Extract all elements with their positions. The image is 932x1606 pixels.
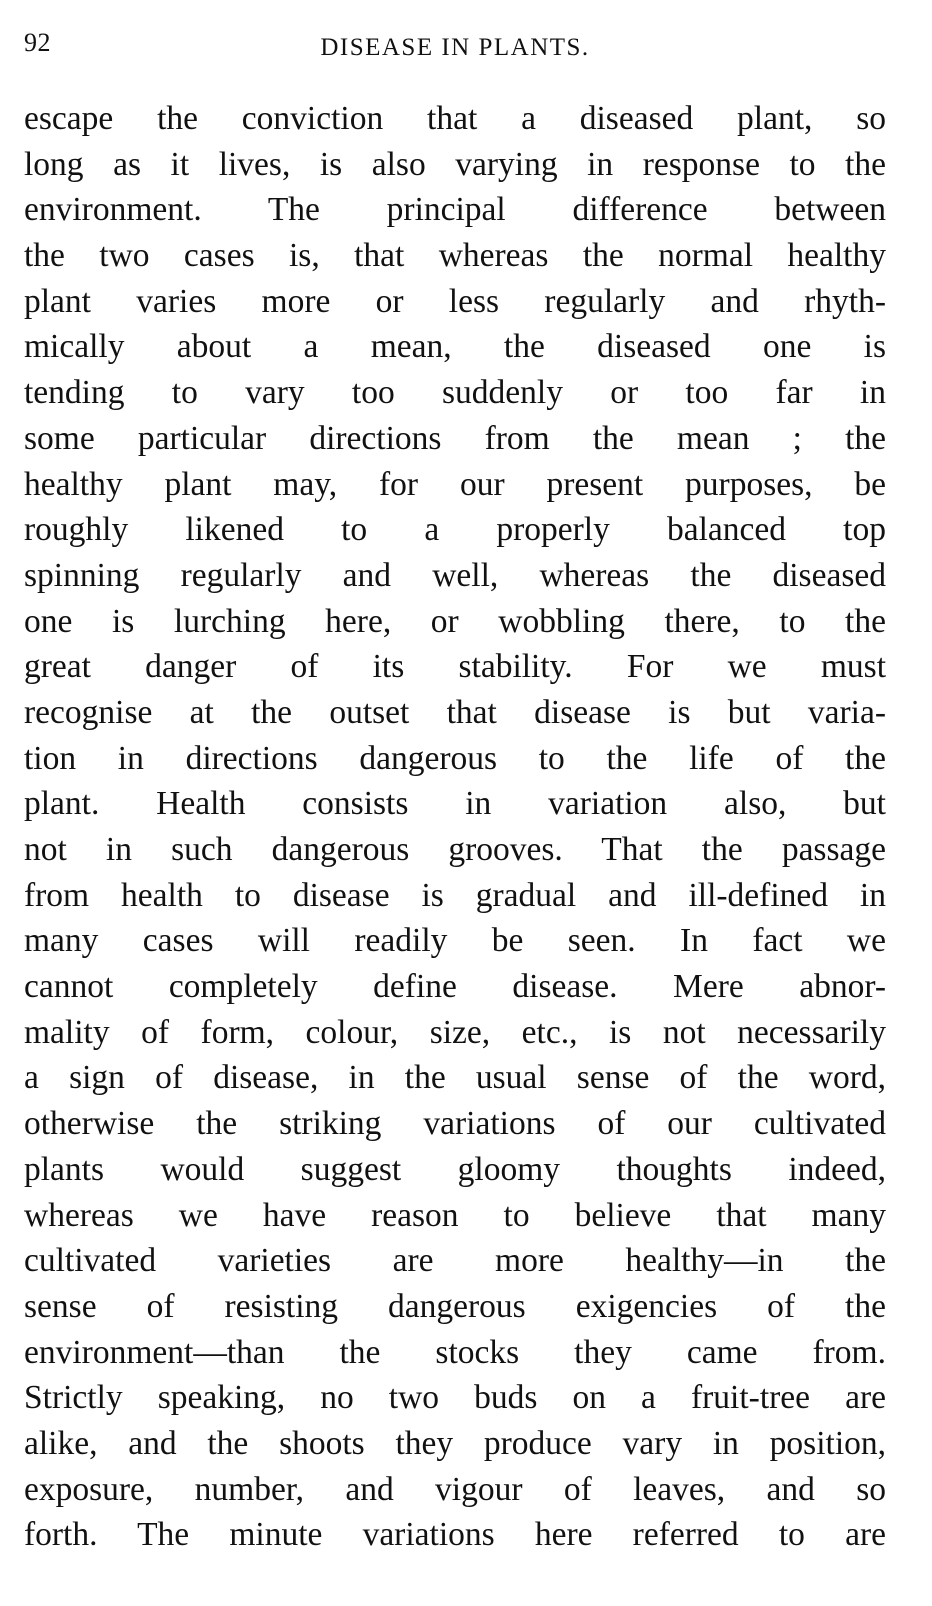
text-line: forth. The minute variations here referred to are bbox=[24, 1516, 886, 1554]
text-line: plants would suggest gloomy thoughts indeed, bbox=[24, 1150, 886, 1188]
text-line: not in such dangerous grooves. That the passage bbox=[24, 831, 886, 868]
text-line: plant varies more or less regularly and rhyth- bbox=[24, 282, 886, 320]
text-line: tending to vary too suddenly or too far in bbox=[24, 374, 886, 412]
text-line: whereas we have reason to believe that many bbox=[24, 1196, 886, 1234]
text-line: mically about a mean, the diseased one is bbox=[24, 328, 886, 366]
text-line: cultivated varieties are more healthy—in the bbox=[24, 1242, 886, 1280]
text-line: mality of form, colour, size, etc., is not necessarily bbox=[24, 1013, 886, 1051]
text-line: exposure, number, and vigour of leaves, and so bbox=[24, 1470, 886, 1508]
text-line: healthy plant may, for our present purposes, be bbox=[24, 465, 886, 503]
text-line: from health to disease is gradual and ill-defined in bbox=[24, 876, 886, 914]
text-line: otherwise the striking variations of our cultivated bbox=[24, 1105, 886, 1143]
page-number: 92 bbox=[24, 28, 51, 57]
text-line: environment—than the stocks they came from. bbox=[24, 1333, 886, 1371]
running-head: DISEASE IN PLANTS. bbox=[320, 34, 590, 61]
text-line: plant. Health consists in variation also, but bbox=[24, 785, 886, 823]
text-line: roughly likened to a properly balanced top bbox=[24, 511, 886, 549]
text-line: tion in directions dangerous to the life of the bbox=[24, 739, 886, 777]
text-line: recognise at the outset that disease is but varia- bbox=[24, 693, 886, 731]
text-line: one is lurching here, or wobbling there, to the bbox=[24, 602, 886, 640]
text-line: some particular directions from the mean ; the bbox=[24, 419, 886, 457]
text-line: escape the conviction that a diseased plant, so bbox=[24, 100, 886, 137]
text-line: environment. The principal difference between bbox=[24, 191, 886, 229]
text-line: the two cases is, that whereas the normal healthy bbox=[24, 237, 886, 275]
text-line: a sign of disease, in the usual sense of the word, bbox=[24, 1059, 886, 1097]
text-line: long as it lives, is also varying in response to the bbox=[24, 145, 886, 183]
text-line: cannot completely define disease. Mere abnor- bbox=[24, 968, 886, 1006]
body-paragraph bbox=[24, 96, 886, 1558]
text-line: sense of resisting dangerous exigencies of the bbox=[24, 1287, 886, 1325]
text-line: alike, and the shoots they produce vary in position, bbox=[24, 1424, 886, 1462]
text-line: spinning regularly and well, whereas the diseased bbox=[24, 556, 886, 594]
text-line: great danger of its stability. For we must bbox=[24, 648, 886, 686]
text-line: Strictly speaking, no two buds on a fruit-tree are bbox=[24, 1379, 886, 1417]
page-header bbox=[24, 28, 886, 68]
text-line: many cases will readily be seen. In fact we bbox=[24, 922, 886, 960]
